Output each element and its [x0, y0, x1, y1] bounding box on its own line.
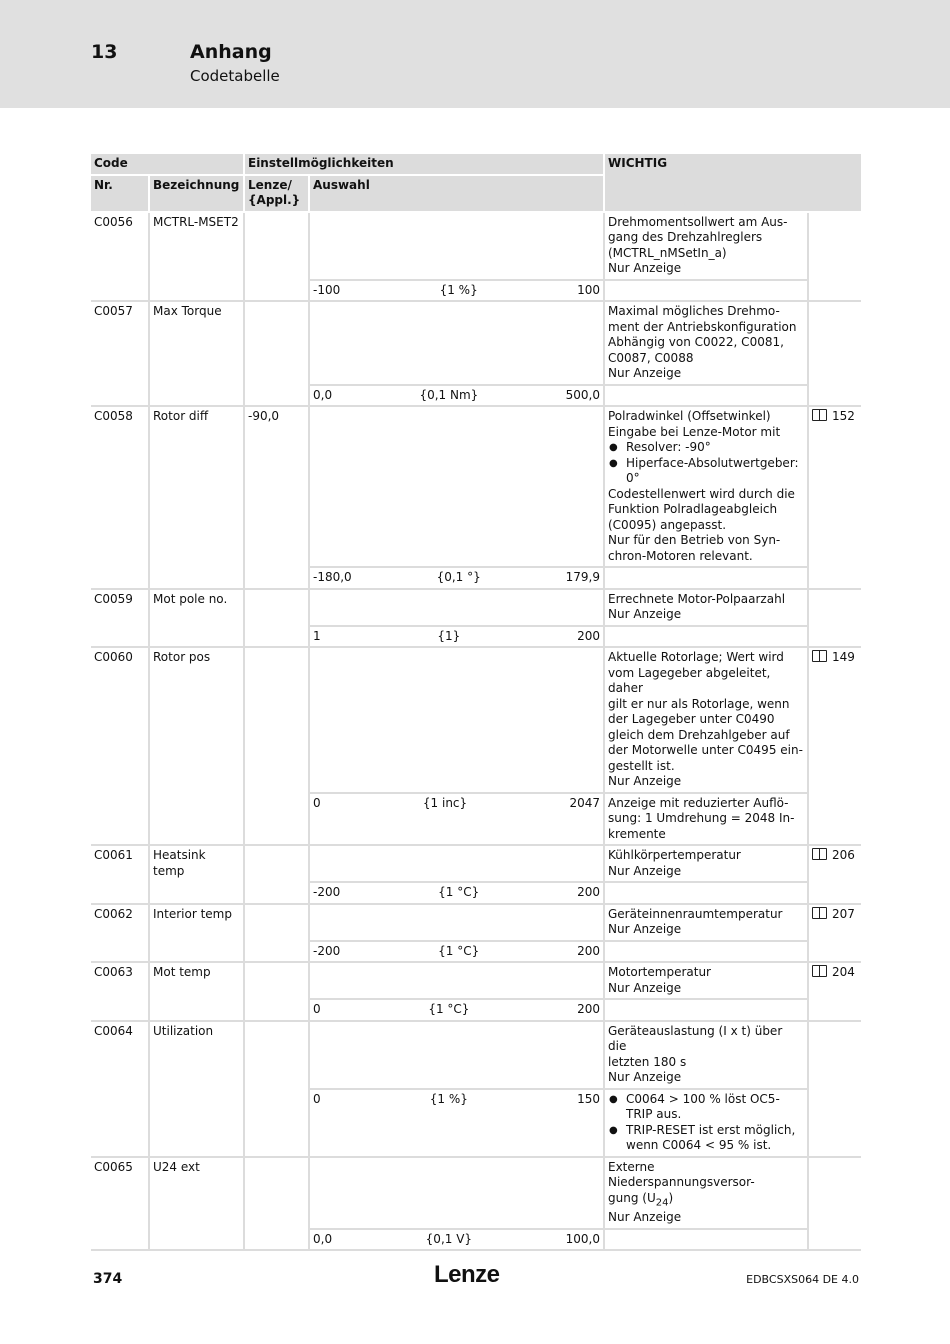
lenze-default	[245, 905, 310, 964]
range-max: 2047	[569, 795, 600, 810]
code-name: Max Torque	[150, 302, 245, 407]
page-reference	[809, 213, 861, 303]
code-name: Mot temp	[150, 963, 245, 1022]
info-text	[608, 487, 804, 565]
reference-page: 207	[832, 906, 855, 921]
range-min: 0	[313, 1091, 321, 1106]
info-line: Codestellenwert wird durch die	[608, 486, 795, 501]
info-line	[608, 1191, 804, 1211]
code-number: C0056	[91, 213, 150, 303]
info-line: ment der Antriebskonfiguration	[608, 319, 797, 334]
page-reference	[809, 648, 861, 846]
selection-empty	[310, 648, 605, 794]
range-values	[313, 388, 600, 404]
info-line: (MCTRL_nMSetIn_a)	[608, 245, 727, 260]
code-number: C0057	[91, 302, 150, 407]
header-designation: Bezeichnung	[150, 176, 245, 213]
page-reference	[809, 963, 861, 1022]
table-row	[91, 407, 861, 568]
header-lenze-appl: Lenze/ {Appl.}	[245, 176, 310, 213]
info-line: Drehmomentsollwert am Aus-	[608, 214, 788, 229]
code-number: C0061	[91, 846, 150, 905]
range-min: 0,0	[313, 1231, 333, 1246]
range-max: 150	[577, 1091, 600, 1106]
info-line: Polradwinkel (Offsetwinkel)	[608, 409, 771, 423]
range-max: 100,0	[565, 1231, 600, 1246]
code-name: Mot pole no.	[150, 590, 245, 649]
selection-empty	[310, 963, 605, 1000]
info-text	[608, 215, 804, 277]
table-row	[91, 905, 861, 942]
info-line: chron-Motoren relevant.	[608, 548, 753, 563]
header-important: WICHTIG	[605, 154, 861, 213]
header-settings: Einstellmöglichkeiten	[245, 154, 605, 176]
bullet-list	[608, 1092, 804, 1154]
lenze-logo: Lenze	[434, 1261, 500, 1288]
info-line: sung: 1 Umdrehung = 2048 In-	[608, 811, 795, 825]
code-name: U24 ext	[150, 1158, 245, 1252]
info-text	[608, 796, 804, 843]
table-row	[91, 846, 861, 883]
range-max: 200	[577, 943, 600, 958]
range-info	[605, 1090, 809, 1158]
selection-range	[310, 1230, 605, 1252]
page-reference	[809, 302, 861, 407]
code-table	[91, 154, 861, 1251]
info-line: Nur Anzeige	[608, 366, 682, 380]
page-reference	[809, 590, 861, 649]
page-reference	[809, 1022, 861, 1158]
info-line: Anzeige mit reduzierter Auflö-	[608, 795, 789, 810]
info-line: Errechnete Motor-Polpaarzahl	[608, 591, 786, 606]
code-number: C0058	[91, 407, 150, 590]
selection-range	[310, 1000, 605, 1022]
important-info	[605, 1158, 809, 1230]
important-info	[605, 302, 809, 386]
page-reference	[809, 407, 861, 590]
range-min: -180,0	[313, 570, 352, 584]
info-line: gleich dem Drehzahlgeber auf	[608, 727, 790, 742]
range-max: 100	[577, 282, 600, 297]
range-values	[313, 283, 600, 299]
code-number: C0062	[91, 905, 150, 964]
range-max: 200	[577, 1002, 600, 1016]
code-number: C0064	[91, 1022, 150, 1158]
info-line: Nur Anzeige	[608, 607, 682, 621]
code-name: Rotor pos	[150, 648, 245, 846]
range-unit: {1 %}	[429, 1091, 468, 1106]
range-unit: {1}	[437, 628, 461, 643]
chapter-title: Anhang	[190, 41, 272, 63]
range-max: 200	[577, 628, 600, 643]
info-line: Nur Anzeige	[608, 922, 682, 936]
info-line: Nur Anzeige	[608, 1070, 682, 1084]
document-id: EDBCSXS064 DE 4.0	[746, 1273, 859, 1286]
range-values	[313, 944, 600, 960]
book-icon	[812, 650, 827, 662]
table-row	[91, 648, 861, 794]
range-min: -200	[313, 943, 341, 958]
info-line: gestellt ist.	[608, 758, 675, 773]
selection-range	[310, 794, 605, 847]
page-reference	[809, 905, 861, 964]
info-text	[608, 1160, 804, 1226]
lenze-default	[245, 1022, 310, 1158]
code-name: MCTRL-MSET2	[150, 213, 245, 303]
bullet-item: ● Hiperface-Absolutwertgeber: 0°	[626, 456, 804, 487]
range-values	[313, 629, 600, 645]
info-line: Abhängig von C0022, C0081,	[608, 335, 784, 349]
range-unit: {0,1 °}	[436, 570, 481, 584]
range-info	[605, 942, 809, 964]
chapter-subtitle: Codetabelle	[190, 67, 280, 85]
info-text	[608, 848, 804, 879]
info-line: Geräteinnenraumtemperatur	[608, 906, 783, 921]
range-values	[313, 1232, 600, 1248]
selection-range	[310, 883, 605, 905]
info-line: Nur Anzeige	[608, 1210, 682, 1225]
range-info	[605, 568, 809, 590]
selection-empty	[310, 1022, 605, 1090]
selection-empty	[310, 302, 605, 386]
info-line: Motortemperatur	[608, 965, 711, 979]
book-icon	[812, 907, 827, 919]
info-line: kremente	[608, 826, 666, 841]
range-unit: {0,1 Nm}	[419, 387, 479, 402]
info-line: gang des Drehzahlreglers	[608, 230, 763, 244]
header-code: Code	[91, 154, 245, 176]
selection-range	[310, 386, 605, 408]
range-min: -100	[313, 282, 341, 297]
bullet-item: ● C0064 > 100 % löst OC5-TRIP aus.	[626, 1092, 804, 1123]
range-min: 0	[313, 795, 321, 810]
info-line: (C0095) angepasst.	[608, 517, 727, 532]
range-unit: {1 %}	[439, 282, 478, 297]
info-line: der Motorwelle unter C0495 ein-	[608, 743, 803, 757]
code-number: C0065	[91, 1158, 150, 1252]
lenze-default	[245, 1158, 310, 1252]
code-name: Interior temp	[150, 905, 245, 964]
info-text	[608, 650, 804, 790]
info-line: vom Lagegeber abgeleitet, daher	[608, 665, 771, 695]
info-line: Nur Anzeige	[608, 863, 682, 878]
important-info	[605, 905, 809, 942]
info-text	[608, 304, 804, 382]
selection-range	[310, 1090, 605, 1158]
range-values	[313, 570, 600, 586]
selection-range	[310, 568, 605, 590]
info-line: C0087, C0088	[608, 350, 694, 365]
important-info	[605, 407, 809, 568]
bullet-item: ● TRIP-RESET ist erst möglich, wenn C0064 < 95 % ist.	[626, 1123, 804, 1154]
range-unit: {0,1 V}	[425, 1231, 473, 1246]
selection-empty	[310, 590, 605, 627]
range-min: 0	[313, 1002, 321, 1016]
info-text	[608, 409, 804, 440]
info-line: Nur Anzeige	[608, 980, 682, 995]
table-row	[91, 1022, 861, 1090]
code-name: Heatsink temp	[150, 846, 245, 905]
info-fragment: gung (U	[608, 1190, 656, 1205]
range-values	[313, 885, 600, 901]
range-unit: {1 °C}	[428, 1002, 470, 1016]
info-line: Geräteauslastung (I x t) über die	[608, 1023, 783, 1053]
lenze-default	[245, 213, 310, 303]
range-values	[313, 1092, 600, 1108]
info-line: Funktion Polradlageabgleich	[608, 502, 778, 516]
info-text	[608, 907, 804, 938]
range-min: 0,0	[313, 387, 333, 402]
range-info	[605, 1000, 809, 1022]
lenze-default	[245, 648, 310, 846]
important-info	[605, 846, 809, 883]
range-max: 500,0	[565, 387, 600, 402]
range-max: 200	[577, 885, 600, 899]
page-number: 374	[93, 1271, 123, 1287]
info-line: der Lagegeber unter C0490	[608, 712, 775, 726]
selection-range	[310, 281, 605, 303]
selection-empty	[310, 213, 605, 281]
info-line: gilt er nur als Rotorlage, wenn	[608, 696, 790, 711]
reference-page: 149	[832, 650, 855, 664]
info-line: Maximal mögliches Drehmo-	[608, 304, 780, 318]
info-line: Eingabe bei Lenze-Motor mit	[608, 424, 781, 439]
code-name: Rotor diff	[150, 407, 245, 590]
range-unit: {1 °C}	[438, 885, 480, 899]
range-info	[605, 627, 809, 649]
range-info	[605, 883, 809, 905]
info-line: letzten 180 s	[608, 1054, 687, 1069]
info-text	[608, 965, 804, 996]
range-max: 179,9	[565, 570, 600, 584]
table-row	[91, 302, 861, 386]
range-values	[313, 796, 600, 812]
table-row	[91, 213, 861, 281]
bullet-list	[608, 440, 804, 487]
table-row	[91, 963, 861, 1000]
code-number: C0063	[91, 963, 150, 1022]
book-icon	[812, 409, 827, 421]
range-info	[605, 386, 809, 408]
range-unit: {1 inc}	[422, 795, 468, 810]
page-reference	[809, 846, 861, 905]
table-row	[91, 1158, 861, 1230]
page-header	[0, 0, 950, 108]
code-number: C0060	[91, 648, 150, 846]
code-number: C0059	[91, 590, 150, 649]
info-line: Nur Anzeige	[608, 774, 682, 788]
bullet-item: ● Resolver: -90°	[626, 440, 804, 456]
range-values	[313, 1002, 600, 1018]
lenze-default	[245, 590, 310, 649]
reference-page: 206	[832, 848, 855, 862]
info-line: Externe Niederspannungsversor-	[608, 1159, 755, 1189]
info-line: Kühlkörpertemperatur	[608, 848, 741, 862]
lenze-default	[245, 302, 310, 407]
lenze-default	[245, 963, 310, 1022]
header-nr: Nr.	[91, 176, 150, 213]
range-min: 1	[313, 628, 321, 643]
important-info	[605, 963, 809, 1000]
header-selection: Auswahl	[310, 176, 605, 213]
table-body	[91, 213, 861, 1252]
info-fragment: )	[668, 1190, 674, 1205]
info-line: Nur für den Betrieb von Syn-	[608, 533, 781, 547]
lenze-default: -90,0	[245, 407, 310, 590]
important-info	[605, 590, 809, 627]
important-info	[605, 648, 809, 794]
important-info	[605, 213, 809, 281]
selection-empty	[310, 407, 605, 568]
info-text	[608, 1024, 804, 1086]
reference-page: 204	[832, 965, 855, 979]
book-icon	[812, 848, 827, 860]
selection-range	[310, 627, 605, 649]
range-info	[605, 281, 809, 303]
subscript: 24	[655, 1196, 669, 1208]
table-row	[91, 590, 861, 627]
range-unit: {1 °C}	[438, 943, 480, 958]
chapter-number: 13	[91, 41, 118, 63]
code-name: Utilization	[150, 1022, 245, 1158]
selection-range	[310, 942, 605, 964]
info-line: Nur Anzeige	[608, 261, 682, 275]
range-info	[605, 794, 809, 847]
book-icon	[812, 965, 827, 977]
info-line: Aktuelle Rotorlage; Wert wird	[608, 650, 784, 664]
selection-empty	[310, 846, 605, 883]
important-info	[605, 1022, 809, 1090]
info-text	[608, 592, 804, 623]
selection-empty	[310, 905, 605, 942]
selection-empty	[310, 1158, 605, 1230]
lenze-default	[245, 846, 310, 905]
range-info	[605, 1230, 809, 1252]
page-reference	[809, 1158, 861, 1252]
reference-page: 152	[832, 409, 855, 423]
range-min: -200	[313, 885, 341, 899]
